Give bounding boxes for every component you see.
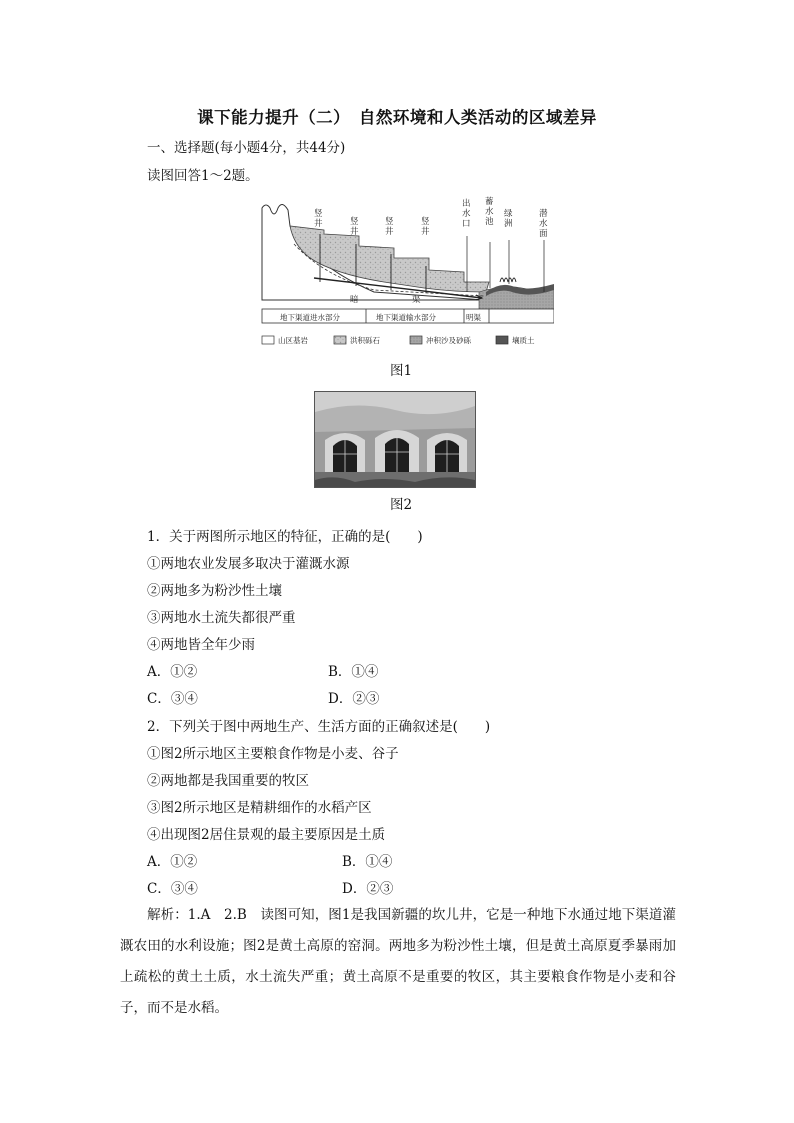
figure-2-caption: 图2 bbox=[390, 497, 413, 513]
q2-option-c: C．③④ bbox=[147, 881, 198, 897]
q2-item-3: ③图2所示地区是精耕细作的水稻产区 bbox=[147, 800, 372, 816]
q1-item-2: ②两地多为粉沙性土壤 bbox=[147, 583, 282, 599]
q2-option-b: B．①④ bbox=[342, 854, 393, 870]
segment-conveyance: 地下渠道输水部分 bbox=[376, 313, 436, 322]
q2-option-a: A．①② bbox=[147, 854, 198, 870]
legend-swatch-bedrock bbox=[262, 336, 274, 344]
legend-swatch-gravel bbox=[334, 336, 346, 344]
canal-label-right: 渠 bbox=[412, 295, 421, 305]
figure-1-diagram bbox=[254, 196, 554, 352]
q2-item-4: ④出现图2居住景观的最主要原因是土质 bbox=[147, 827, 386, 843]
figure-1-caption: 图1 bbox=[390, 363, 413, 379]
question-intro: 读图回答1～2题。 bbox=[147, 168, 259, 184]
q1-item-1: ①两地农业发展多取决于灌溉水源 bbox=[147, 556, 350, 572]
q1-stem: 1．关于两图所示地区的特征，正确的是( ) bbox=[147, 529, 423, 545]
oasis-label: 绿洲 bbox=[504, 209, 513, 229]
q2-item-2: ②两地都是我国重要的牧区 bbox=[147, 773, 309, 789]
legend-swatch-loam bbox=[496, 336, 508, 344]
reservoir-label: 蓄水池 bbox=[485, 197, 494, 227]
answer-explanation bbox=[120, 900, 676, 1024]
q2-stem: 2．下列关于图中两地生产、生活方面的正确叙述是( ) bbox=[147, 719, 491, 735]
q2-option-d: D．②③ bbox=[342, 881, 394, 897]
legend-bedrock: 山区基岩 bbox=[278, 336, 308, 345]
answer-text: 解析：1.A 2.B 读图可知，图1是我国新疆的坎儿井，它是一种地下水通过地下渠道灌溉农田的水利设施；图2是黄土高原的窑洞。两地多为粉沙性土壤，但是黄土高原夏季暴雨加上疏松的黄土土质，水土流失严重；黄土高原不是重要的牧区，其主要粮食作物是小麦和谷子，而不是水稻。 bbox=[120, 907, 676, 1016]
q1-option-a: A．①② bbox=[147, 664, 198, 680]
legend-sand: 冲积沙及砂砾 bbox=[426, 336, 471, 345]
q2-item-1: ①图2所示地区主要粮食作物是小麦、谷子 bbox=[147, 746, 399, 762]
shaft-label-3: 竖井 bbox=[385, 217, 394, 237]
segment-intake: 地下渠道进水部分 bbox=[280, 313, 340, 322]
q1-option-b: B．①④ bbox=[328, 664, 379, 680]
shaft-label-2: 竖井 bbox=[350, 217, 359, 237]
legend-swatch-sand bbox=[410, 336, 422, 344]
water-table-label: 潜水面 bbox=[539, 209, 548, 239]
legend-loam: 壤质土 bbox=[512, 336, 535, 345]
legend-gravel: 洪积砾石 bbox=[350, 336, 380, 345]
q1-item-4: ④两地皆全年少雨 bbox=[147, 637, 255, 653]
section-heading: 一、选择题(每小题4分，共44分) bbox=[147, 140, 346, 156]
segment-open-channel: 明渠 bbox=[466, 313, 481, 322]
q1-option-d: D．②③ bbox=[328, 691, 380, 707]
canal-label-left: 暗 bbox=[350, 295, 359, 305]
q1-option-c: C．③④ bbox=[147, 691, 198, 707]
oasis-plants bbox=[500, 278, 516, 282]
page-title: 课下能力提升（二） 自然环境和人类活动的区域差异 bbox=[197, 108, 597, 127]
figure-2-photo bbox=[314, 391, 476, 488]
shaft-label-1: 竖井 bbox=[314, 209, 323, 229]
q1-item-3: ③两地水土流失都很严重 bbox=[147, 610, 296, 626]
shaft-label-4: 竖井 bbox=[421, 217, 430, 237]
outlet-label: 出水口 bbox=[462, 199, 471, 229]
